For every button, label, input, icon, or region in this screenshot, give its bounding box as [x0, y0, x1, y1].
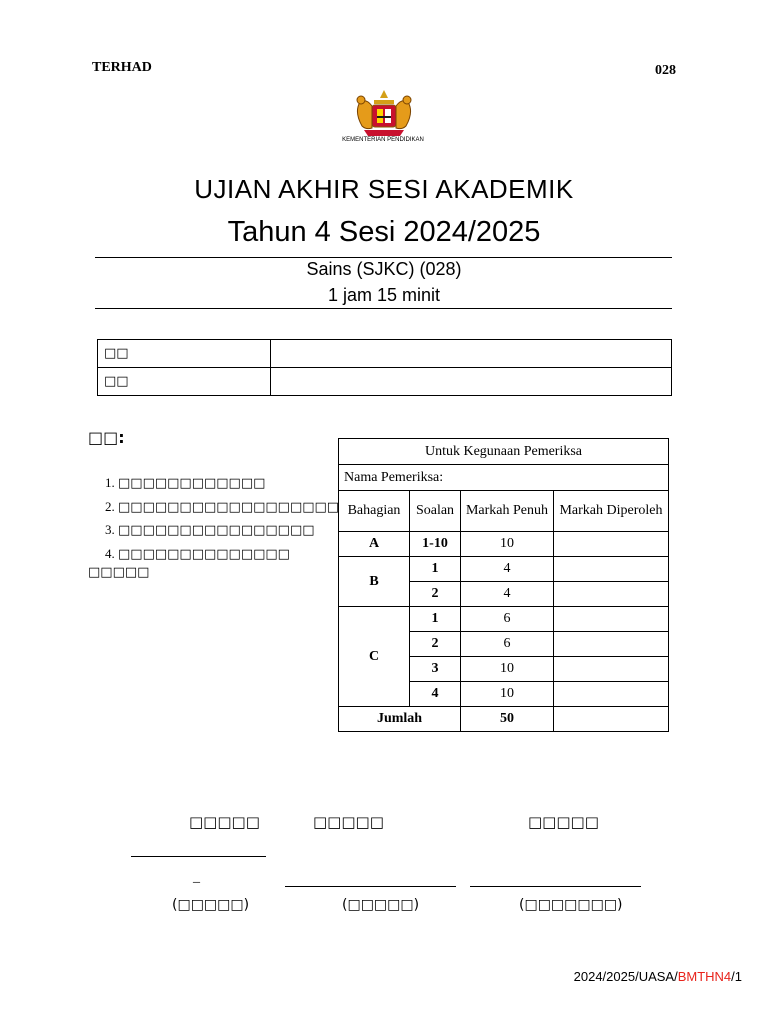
total-row [339, 707, 669, 732]
footer-code: BMTHN4 [677, 969, 732, 984]
signature-line-2 [285, 886, 456, 887]
table-row [339, 532, 669, 557]
subject-title: Sains (SJKC) (028) [306, 259, 462, 279]
instruction-item: 2. □□□□□□□□□□□□□□□□□□ [118, 496, 328, 520]
question-cell: 2 [410, 582, 461, 607]
instruction-continuation: □□□□□ [88, 565, 150, 580]
header-question: Soalan [410, 491, 461, 532]
total-label: Jumlah [339, 707, 461, 732]
table-row [339, 557, 669, 582]
signature-line-1a [131, 856, 266, 857]
student-info-table [97, 339, 672, 396]
full-marks-cell: 10 [461, 657, 554, 682]
signature-line-3 [470, 886, 641, 887]
exam-session: Tahun 4 Sesi 2024/2025 [227, 216, 541, 248]
examiner-name-field[interactable]: Nama Pemeriksa: [339, 465, 669, 491]
full-marks-cell: 6 [461, 632, 554, 657]
question-cell: 1 [410, 607, 461, 632]
exam-title: UJIAN AKHIR SESI AKADEMIK [194, 174, 574, 204]
marks-obtained-cell[interactable] [554, 607, 669, 632]
signature-label-3: □□□□□ [528, 813, 599, 831]
title-divider-bottom [95, 308, 672, 309]
signature-caption-3: (□□□□□□□) [519, 897, 623, 913]
instruction-item: 1. □□□□□□□□□□□□ [118, 472, 328, 496]
section-cell: A [339, 532, 410, 557]
marks-obtained-cell[interactable] [554, 532, 669, 557]
full-marks-cell: 10 [461, 682, 554, 707]
full-marks-cell: 4 [461, 582, 554, 607]
section-cell: B [339, 557, 410, 607]
header-section: Bahagian [339, 491, 410, 532]
crest-caption: KEMENTERIAN PENDIDIKAN [342, 137, 424, 143]
footer-prefix: 2024/2025/UASA/ [573, 969, 678, 984]
student-info-label: □□ [98, 340, 271, 368]
section-cell: C [339, 607, 410, 707]
signature-label-1: □□□□□ [189, 813, 260, 831]
full-marks-cell: 10 [461, 532, 554, 557]
marks-obtained-cell[interactable] [554, 682, 669, 707]
student-info-row [98, 340, 672, 368]
question-cell: 2 [410, 632, 461, 657]
signature-caption-2: (□□□□□) [342, 897, 420, 913]
question-cell: 3 [410, 657, 461, 682]
signature-caption-1: (□□□□□) [172, 897, 250, 913]
coat-of-arms-icon [350, 88, 418, 144]
signature-label-2: □□□□□ [313, 813, 384, 831]
instruction-item: 4. □□□□□□□□□□□□□□ [118, 543, 328, 567]
total-marks-obtained[interactable] [554, 707, 669, 732]
marks-obtained-cell[interactable] [554, 657, 669, 682]
page-footer [574, 969, 742, 984]
marks-obtained-cell[interactable] [554, 557, 669, 582]
table-row [339, 607, 669, 632]
student-info-row [98, 368, 672, 396]
question-cell: 1 [410, 557, 461, 582]
student-info-field[interactable] [271, 368, 672, 396]
instruction-item: 3. □□□□□□□□□□□□□□□□ [118, 519, 328, 543]
examiner-marks-table [338, 438, 669, 732]
classification-label: TERHAD [92, 60, 152, 75]
header-full-marks: Markah Penuh [461, 491, 554, 532]
marks-obtained-cell[interactable] [554, 632, 669, 657]
marks-table-title: Untuk Kegunaan Pemeriksa [339, 439, 669, 465]
footer-suffix: /1 [731, 969, 742, 984]
marks-obtained-cell[interactable] [554, 582, 669, 607]
instructions-title: □□: [88, 428, 125, 447]
student-info-label: □□ [98, 368, 271, 396]
student-info-field[interactable] [271, 340, 672, 368]
signature-line-1b: _ [193, 870, 200, 885]
full-marks-cell: 4 [461, 557, 554, 582]
question-cell: 1-10 [410, 532, 461, 557]
header-marks-obtained: Markah Diperoleh [554, 491, 669, 532]
instructions-list [88, 472, 340, 566]
question-cell: 4 [410, 682, 461, 707]
paper-code: 028 [655, 63, 676, 78]
title-divider-top [95, 257, 672, 258]
total-full-marks: 50 [461, 707, 554, 732]
full-marks-cell: 6 [461, 607, 554, 632]
exam-duration: 1 jam 15 minit [327, 285, 441, 305]
